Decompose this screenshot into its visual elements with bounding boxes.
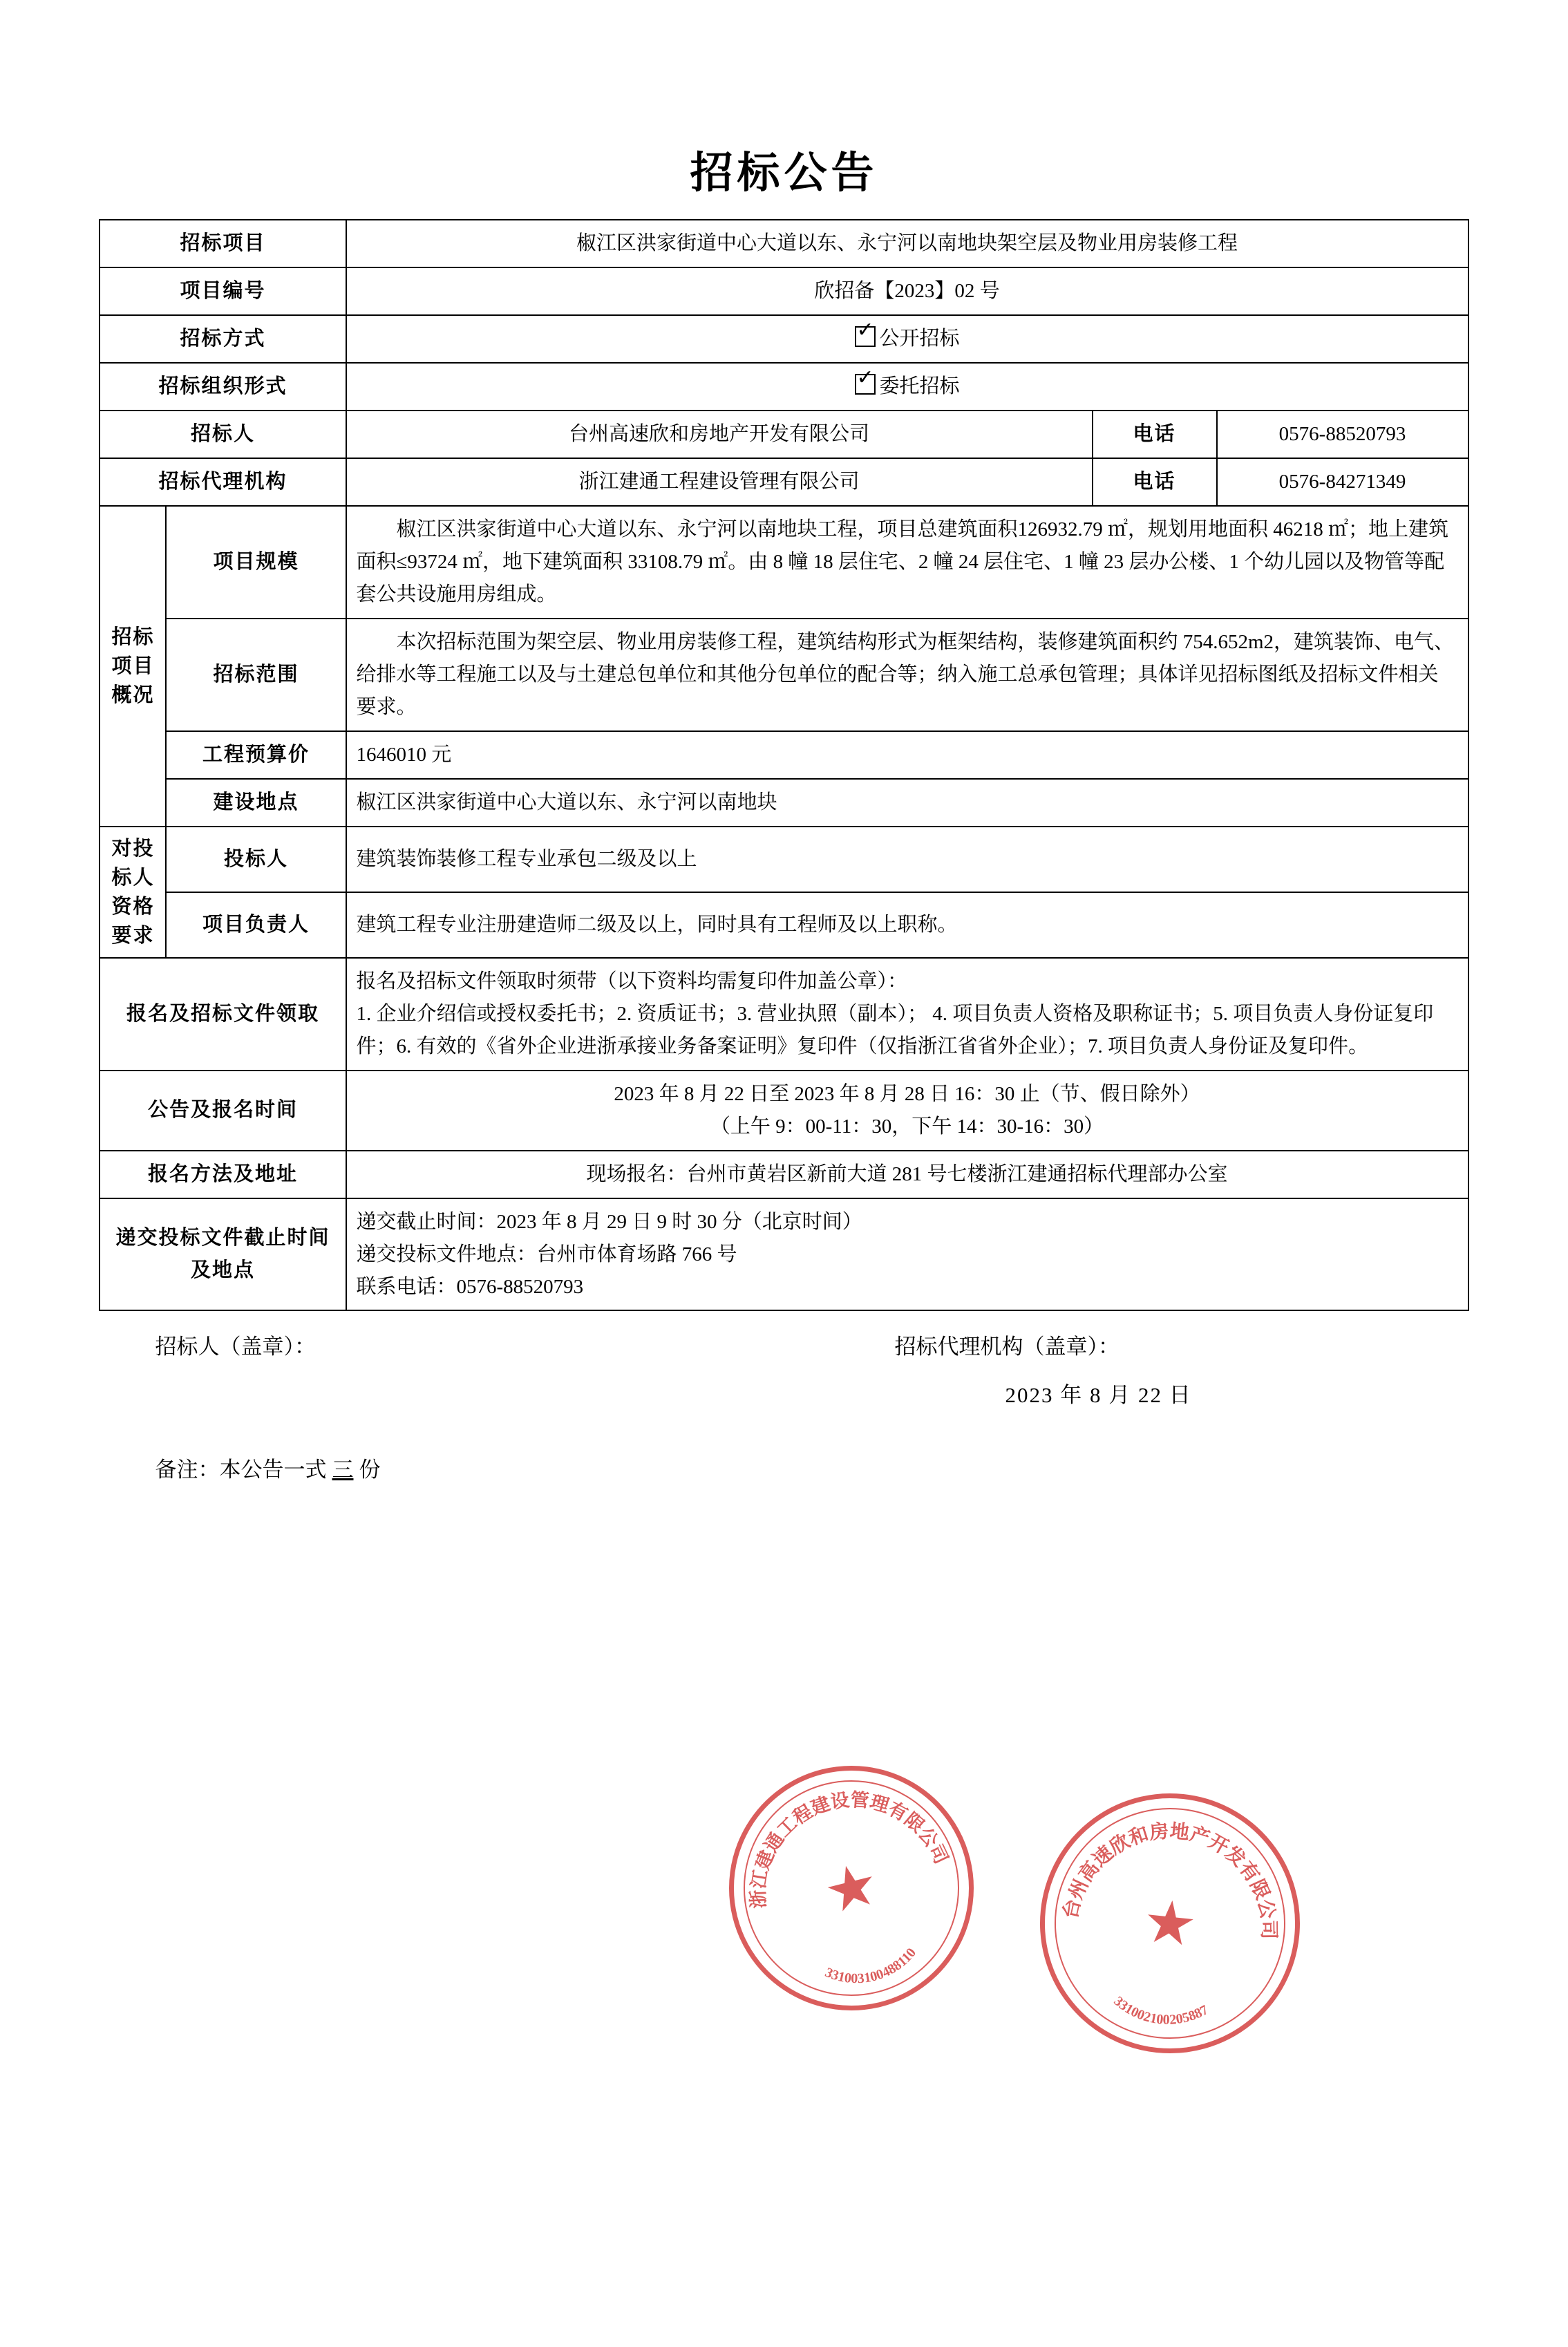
scope-label: 招标范围: [166, 619, 346, 731]
table-row: [100, 506, 1468, 619]
table-row: [100, 619, 1468, 731]
deadline-label: 递交投标文件截止时间及地点: [100, 1198, 346, 1311]
tender-announcement-table: [99, 219, 1468, 1311]
deadline-line-1: 递交截止时间：2023 年 8 月 29 日 9 时 30 分（北京时间）: [356, 1210, 862, 1233]
table-row: [100, 827, 1468, 892]
note-suffix: 份: [359, 1458, 381, 1482]
scope-value-cell: [346, 619, 1468, 731]
table-row: [100, 779, 1468, 827]
site-value: 椒江区洪家街道中心大道以东、永宁河以南地块: [346, 779, 1468, 827]
checkbox-public-tender[interactable]: [855, 326, 876, 347]
star-icon: ★: [817, 1849, 886, 1927]
project-value: 椒江区洪家街道中心大道以东、永宁河以南地块架空层及物业用房装修工程: [346, 220, 1468, 267]
scale-label: 项目规模: [166, 506, 346, 619]
seal-arc-top: 台州高速欣和房地产开发有限公司: [1059, 1820, 1280, 1940]
page-title: 招标公告: [690, 150, 878, 197]
qualification-label-text: 对投标人资格要求: [111, 837, 155, 947]
seal-code: 331003100488110: [822, 1945, 920, 1987]
method-value: 公开招标: [879, 327, 960, 350]
table-row: [100, 1198, 1468, 1311]
agency-seal-stamp: [703, 1740, 999, 2036]
table-row: [100, 363, 1468, 411]
signature-date: 2023 年 8 月 22 日: [1005, 1383, 1192, 1408]
seal-inner-ring: [1043, 1796, 1296, 2050]
time-line-1: 2023 年 8 月 22 日至 2023 年 8 月 28 日 16：30 止（节、假日除外）: [614, 1082, 1200, 1105]
scale-value: 椒江区洪家街道中心大道以东、永宁河以南地块工程，项目总建筑面积126932.79 ㎡，规划用地面积 46218 ㎡；地上建筑面积≤93724 ㎡，地下建筑面积 33108.79 ㎡。由 8 幢 18 层住宅、2 幢 24 层住宅、1 幢 23 层办公楼、1 个幼儿园以及物管等配套公共设施用房组成。: [356, 518, 1449, 605]
note-line: [100, 1452, 1468, 1483]
table-row: [100, 958, 1468, 1071]
seal-text-svg: [1032, 1786, 1307, 2061]
bidder-label: 投标人: [166, 827, 346, 892]
number-value: 欣招备【2023】02 号: [346, 267, 1468, 315]
site-label: 建设地点: [166, 779, 346, 827]
budget-value: 1646010 元: [346, 731, 1468, 779]
tenderer-value: 台州高速欣和房地产开发有限公司: [346, 411, 1093, 458]
org-form-value-cell: [346, 363, 1468, 411]
table-row: [100, 315, 1468, 363]
document-page: [0, 138, 1568, 2347]
apply-line-2: 1. 企业介绍信或授权委托书；2. 资质证书；3. 营业执照（副本）； 4. 项目负责人资格及职称证书；5. 项目负责人身份证复印件；6. 有效的《省外企业进浙承接业务备案证明》复印件（仅指浙江省省外企业）；7. 项目负责人身份证及复印件。: [356, 1002, 1434, 1057]
table-row: [100, 1071, 1468, 1151]
agency-value: 浙江建通工程建设管理有限公司: [346, 458, 1093, 506]
note-count: 三: [332, 1458, 354, 1482]
table-row: [100, 267, 1468, 315]
qualification-label: [100, 827, 166, 958]
seal-code: 331002100205887: [1111, 1993, 1211, 2028]
method-label: 招标方式: [100, 315, 346, 363]
time-line-2: （上午 9：00-11：30，下午 14：30-16：30）: [710, 1115, 1104, 1138]
time-label: 公告及报名时间: [100, 1071, 346, 1151]
overview-label-text: 招标项目概况: [111, 625, 155, 706]
agency-phone: 0576-84271349: [1217, 458, 1468, 506]
deadline-value-cell: [346, 1198, 1468, 1311]
checkbox-entrusted-tender[interactable]: [855, 374, 876, 395]
table-row: [100, 892, 1468, 958]
scale-value-cell: [346, 506, 1468, 619]
svg-text:331002100205887: [1109, 1992, 1212, 2032]
budget-label: 工程预算价: [166, 731, 346, 779]
svg-text:浙江建通工程建设管理有限公司: [726, 1767, 953, 1913]
scope-value: 本次招标范围为架空层、物业用房装修工程，建筑结构形式为框架结构，装修建筑面积约 754.652m2，建筑装饰、电气、给排水等工程施工以及与土建总包单位和其他分包单位的配合等；纳入施工总承包管理；具体详见招标图纸及招标文件相关要求。: [356, 630, 1455, 718]
svg-text:台州高速欣和房地产开发有限公司: [1059, 1809, 1291, 1942]
agency-label: 招标代理机构: [100, 458, 346, 506]
address-label: 报名方法及地址: [100, 1151, 346, 1198]
agency-phone-label: 电话: [1093, 458, 1217, 506]
table-row: [100, 731, 1468, 779]
manager-value: 建筑工程专业注册建造师二级及以上，同时具有工程师及以上职称。: [346, 892, 1468, 958]
overview-label: [100, 506, 166, 827]
svg-text:331003100488110: [820, 1943, 923, 1996]
table-row: [100, 1151, 1468, 1198]
agency-signature-label: 招标代理机构（盖章）：: [894, 1335, 1120, 1359]
tenderer-label: 招标人: [100, 411, 346, 458]
tenderer-phone-label: 电话: [1093, 411, 1217, 458]
time-value-cell: [346, 1071, 1468, 1151]
apply-label: 报名及招标文件领取: [100, 958, 346, 1071]
seal-inner-ring: [721, 1757, 982, 2019]
tenderer-signature-label: 招标人（盖章）：: [155, 1335, 316, 1359]
deadline-line-2: 递交投标文件地点：台州市体育场路 766 号: [356, 1243, 737, 1265]
apply-line-1: 报名及招标文件领取时须带（以下资料均需复印件加盖公章）：: [356, 970, 908, 992]
project-label: 招标项目: [100, 220, 346, 267]
apply-value-cell: [346, 958, 1468, 1071]
table-row: [100, 411, 1468, 458]
bidder-value: 建筑装饰装修工程专业承包二级及以上: [346, 827, 1468, 892]
table-row: [100, 220, 1468, 267]
number-label: 项目编号: [100, 267, 346, 315]
method-value-cell: [346, 315, 1468, 363]
org-form-label: 招标组织形式: [100, 363, 346, 411]
deadline-line-3: 联系电话：0576-88520793: [356, 1275, 584, 1298]
org-form-value: 委托招标: [879, 375, 960, 397]
star-icon: ★: [1140, 1887, 1200, 1959]
signature-row: [100, 1329, 1468, 1412]
table-row: [100, 458, 1468, 506]
note-prefix: 备注：本公告一式: [155, 1458, 327, 1482]
tenderer-seal-stamp: [1027, 1780, 1312, 2066]
seal-text-svg: [709, 1746, 994, 2030]
address-value: 现场报名：台州市黄岩区新前大道 281 号七楼浙江建通招标代理部办公室: [346, 1151, 1468, 1198]
manager-label: 项目负责人: [166, 892, 346, 958]
tenderer-phone: 0576-88520793: [1217, 411, 1468, 458]
seal-arc-top: 浙江建通工程建设管理有限公司: [747, 1789, 952, 1910]
